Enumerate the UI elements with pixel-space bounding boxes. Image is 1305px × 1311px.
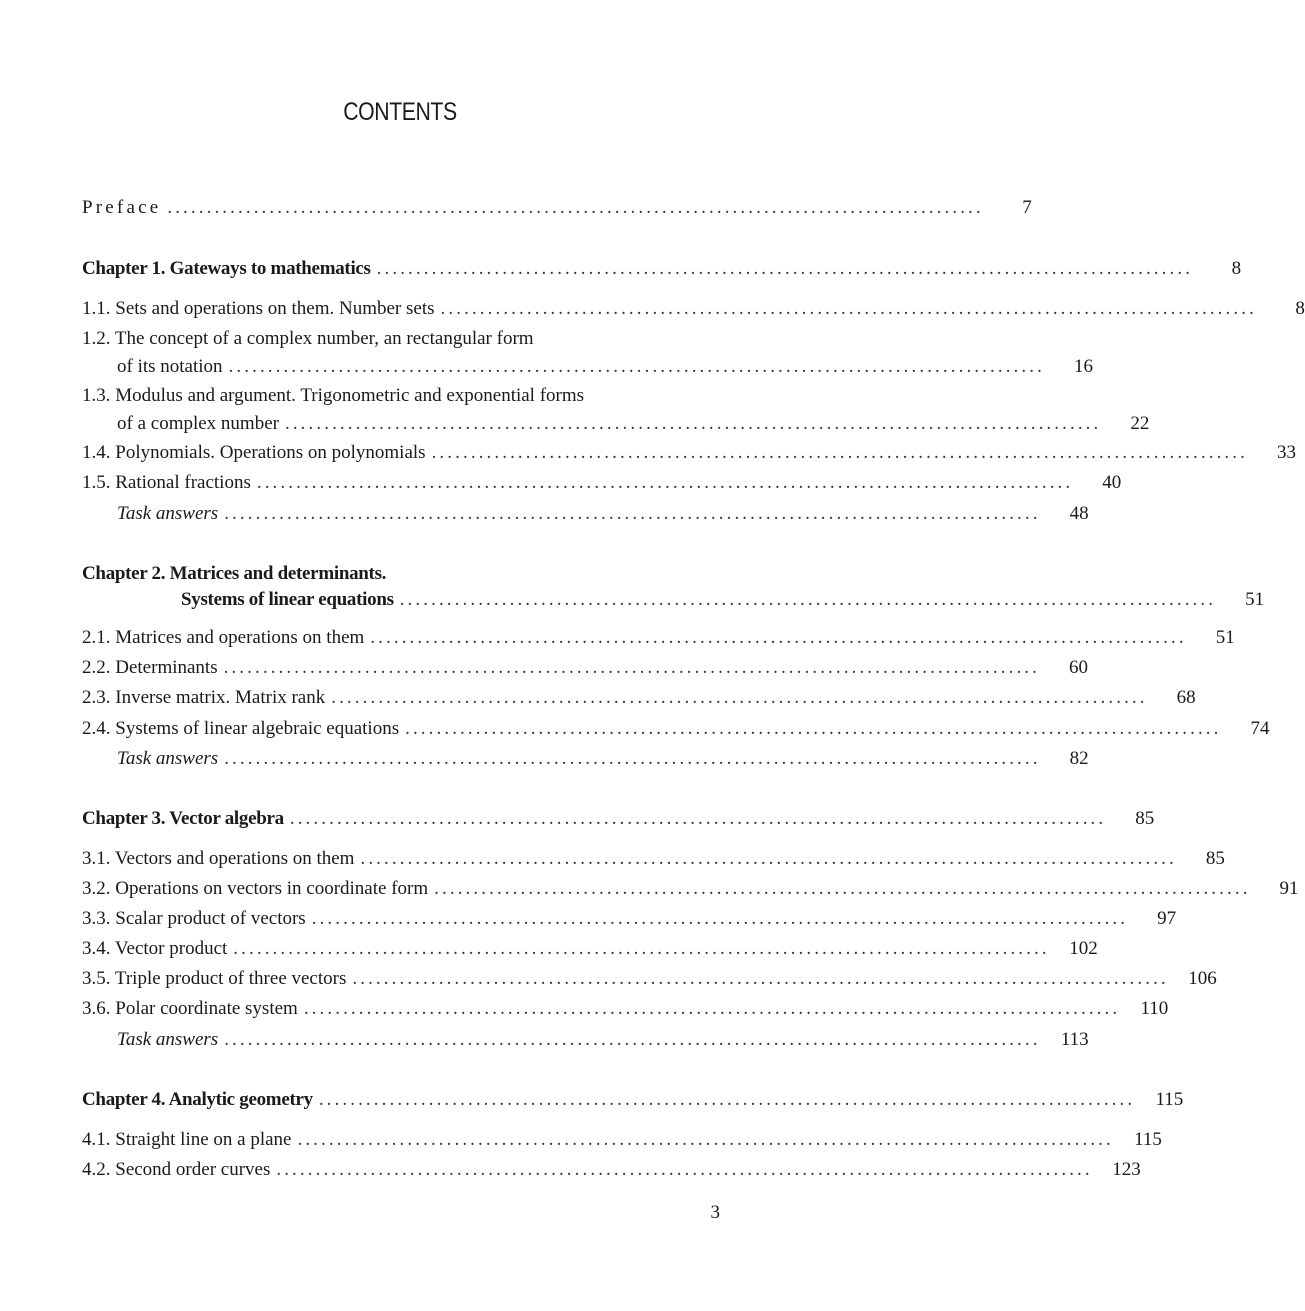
leader-dots: ........................................................................................................ — [297, 1129, 1114, 1150]
toc-entry-3-4[interactable] — [82, 937, 1098, 961]
entry-label-line2: of its notation — [117, 356, 223, 377]
toc-entry-task-answers-1[interactable] — [82, 502, 1089, 526]
entry-page: 113 — [1060, 1029, 1089, 1050]
entry-page: 40 — [1102, 472, 1122, 493]
chapter-label: Chapter 4. Analytic geometry — [82, 1089, 313, 1110]
toc-entry-preface[interactable] — [82, 196, 1032, 220]
entry-page: 82 — [1069, 748, 1089, 769]
entry-label-line2: of a complex number — [117, 413, 279, 434]
chapter-label: Chapter 3. Vector algebra — [82, 808, 284, 829]
entry-label: Preface — [82, 197, 162, 218]
entry-label: 3.4. Vector product — [82, 938, 228, 959]
entry-label: 3.1. Vectors and operations on them — [82, 848, 355, 869]
leader-dots: ........................................................................................................ — [228, 356, 1045, 377]
entry-page: 97 — [1157, 908, 1177, 929]
entry-page: 106 — [1188, 968, 1217, 989]
leader-dots: ........................................................................................................ — [224, 1029, 1041, 1050]
leader-dots: ........................................................................................................ — [224, 503, 1041, 524]
toc-entry-3-1[interactable] — [82, 847, 1225, 871]
entry-label: 1.4. Polynomials. Operations on polynomials — [82, 442, 426, 463]
entry-label: 2.1. Matrices and operations on them — [82, 627, 365, 648]
entry-label: 3.3. Scalar product of vectors — [82, 908, 306, 929]
leader-dots: ........................................................................................................ — [224, 748, 1041, 769]
entry-page: 123 — [1112, 1159, 1141, 1180]
entry-page: 74 — [1250, 718, 1270, 739]
entry-label-line1: 1.3. Modulus and argument. Trigonometric and exponential forms — [82, 385, 585, 406]
entry-label: 3.2. Operations on vectors in coordinate form — [82, 878, 429, 899]
entry-label: 2.2. Determinants — [82, 657, 218, 678]
toc-entry-1-5[interactable] — [82, 471, 1122, 495]
leader-dots: ........................................................................................................ — [303, 998, 1121, 1019]
entry-page: 115 — [1134, 1129, 1162, 1150]
entry-page: 102 — [1069, 938, 1098, 959]
entry-page: 51 — [1215, 627, 1235, 648]
leader-dots: ........................................................................................................ — [352, 968, 1169, 989]
entry-page: 85 — [1135, 808, 1155, 829]
leader-dots: ........................................................................................................ — [399, 589, 1217, 610]
entry-page: 60 — [1069, 657, 1089, 678]
entry-label: Task answers — [117, 1029, 219, 1050]
toc-entry-4-1[interactable] — [82, 1128, 1162, 1152]
entry-label: 3.5. Triple product of three vectors — [82, 968, 347, 989]
entry-page: 16 — [1073, 356, 1093, 377]
chapter-label-line2: Systems of linear equations — [181, 589, 394, 610]
toc-entry-2-2[interactable] — [82, 656, 1089, 680]
toc-entry-2-4[interactable] — [82, 717, 1270, 741]
leader-dots: ........................................................................................................ — [405, 718, 1222, 739]
entry-label: 1.5. Rational fractions — [82, 472, 251, 493]
entry-page: 85 — [1205, 848, 1225, 869]
toc-entry-task-answers-3[interactable] — [82, 1028, 1089, 1052]
toc-entry-1-1[interactable] — [82, 297, 1305, 321]
entry-label: 2.4. Systems of linear algebraic equations — [82, 718, 400, 739]
toc-entry-2-3[interactable] — [82, 686, 1196, 710]
toc-entry-3-6[interactable] — [82, 997, 1169, 1021]
entry-label: 4.2. Second order curves — [82, 1159, 271, 1180]
leader-dots: ........................................................................................................ — [431, 442, 1248, 463]
entry-label: 4.1. Straight line on a plane — [82, 1129, 292, 1150]
toc-entry-3-5[interactable] — [82, 967, 1217, 991]
leader-dots: ........................................................................................................ — [370, 627, 1187, 648]
toc-entry-1-4[interactable] — [82, 441, 1296, 465]
toc-entry-3-3[interactable] — [82, 907, 1177, 931]
chapter-label-line1: Chapter 2. Matrices and determinants. — [82, 563, 387, 584]
toc-entry-chapter-2[interactable] — [82, 562, 1265, 612]
leader-dots: ........................................................................................................ — [331, 687, 1148, 708]
leader-dots: ........................................................................................................ — [311, 908, 1129, 929]
entry-page: 51 — [1245, 589, 1265, 610]
entry-page: 110 — [1140, 998, 1169, 1019]
leader-dots: ........................................................................................................ — [276, 1159, 1093, 1180]
entry-page: 33 — [1276, 442, 1296, 463]
toc-entry-1-2[interactable] — [82, 327, 1093, 379]
leader-dots: ........................................................................................................ — [440, 298, 1257, 319]
entry-page: 68 — [1176, 687, 1196, 708]
leader-dots: ........................................................................................................ — [434, 878, 1251, 899]
leader-dots: ........................................................................................................ — [284, 413, 1102, 434]
leader-dots: ........................................................................................................ — [318, 1089, 1136, 1110]
entry-label: Task answers — [117, 503, 219, 524]
leader-dots: ........................................................................................................ — [233, 938, 1050, 959]
entry-page: 48 — [1069, 503, 1089, 524]
toc-entry-chapter-3[interactable] — [82, 807, 1155, 831]
entry-page: 22 — [1130, 413, 1150, 434]
leader-dots: ........................................................................................................ — [167, 197, 984, 218]
entry-page: 8 — [1231, 258, 1242, 279]
leader-dots: ........................................................................................................ — [256, 472, 1074, 493]
page-number: 3 — [710, 1202, 720, 1223]
toc-entry-3-2[interactable] — [82, 877, 1299, 901]
entry-label: 3.6. Polar coordinate system — [82, 998, 298, 1019]
leader-dots: ........................................................................................................ — [376, 258, 1194, 279]
toc-entry-1-3[interactable] — [82, 384, 1150, 436]
entry-label: 1.1. Sets and operations on them. Number sets — [82, 298, 435, 319]
leader-dots: ........................................................................................................ — [360, 848, 1177, 869]
entry-label: 2.3. Inverse matrix. Matrix rank — [82, 687, 326, 708]
chapter-label: Chapter 1. Gateways to mathematics — [82, 258, 371, 279]
toc-entry-task-answers-2[interactable] — [82, 747, 1089, 771]
page-title: CONTENTS — [343, 98, 457, 126]
entry-label: Task answers — [117, 748, 219, 769]
entry-page: 115 — [1155, 1089, 1184, 1110]
toc-entry-chapter-4[interactable] — [82, 1088, 1184, 1112]
leader-dots: ........................................................................................................ — [223, 657, 1041, 678]
entry-page: 91 — [1279, 878, 1299, 899]
toc-entry-chapter-1[interactable] — [82, 257, 1242, 281]
entry-page: 8 — [1295, 298, 1305, 319]
entry-label-line1: 1.2. The concept of a complex number, an rectangular form — [82, 328, 534, 349]
leader-dots: ........................................................................................................ — [289, 808, 1107, 829]
toc-entry-4-2[interactable] — [82, 1158, 1141, 1182]
toc-entry-2-1[interactable] — [82, 626, 1235, 650]
entry-page: 7 — [1022, 197, 1032, 218]
